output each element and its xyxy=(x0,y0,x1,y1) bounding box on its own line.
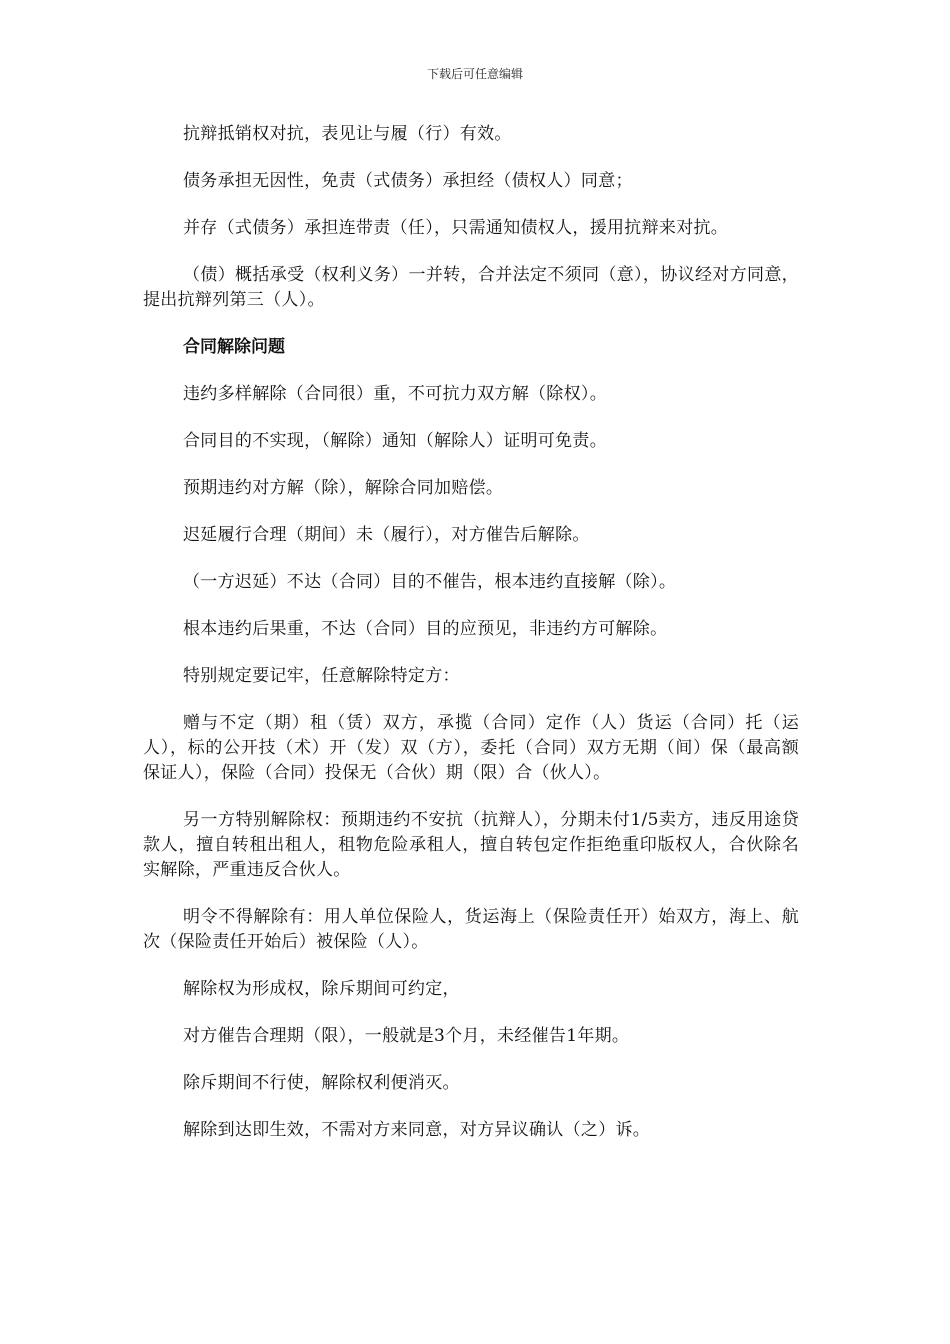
section-heading: 合同解除问题 xyxy=(183,337,285,357)
paragraph: 迟延履行合理（期间）未（履行），对方催告后解除。 xyxy=(183,525,590,545)
document-body xyxy=(143,122,799,1165)
paragraph: 明令不得解除有：用人单位保险人，货运海上（保险责任开）始双方，海上、航次（保险责任开始后）被保险（人）。 xyxy=(143,907,799,952)
paragraph: 赠与不定（期）租（赁）双方，承揽（合同）定作（人）货运（合同）托（运人），标的公开技（术）开（发）双（方），委托（合同）双方无期（间）保（最高额保证人），保险（合同）投保无（合伙）期（限）合（伙人）。 xyxy=(143,713,799,783)
paragraph: 抗辩抵销权对抗，表见让与履（行）有效。 xyxy=(183,124,512,144)
paragraph: 解除到达即生效，不需对方来同意，对方异议确认（之）诉。 xyxy=(183,1120,651,1140)
paragraph: （一方迟延）不达（合同）目的不催告，根本违约直接解（除）。 xyxy=(183,572,677,592)
paragraph: 并存（式债务）承担连带责（任），只需通知债权人，援用抗辩来对抗。 xyxy=(183,218,729,238)
paragraph: 债务承担无因性，免责（式债务）承担经（债权人）同意； xyxy=(183,171,633,191)
paragraph: 对方催告合理期（限），一般就是3个月，未经催告1年期。 xyxy=(183,1026,630,1046)
paragraph: 违约多样解除（合同很）重，不可抗力双方解（除权）。 xyxy=(183,384,607,404)
paragraph: 除斥期间不行使，解除权利便消灭。 xyxy=(183,1073,460,1093)
paragraph: 根本违约后果重，不达（合同）目的应预见，非违约方可解除。 xyxy=(183,619,668,639)
paragraph: 特别规定要记牢，任意解除特定方： xyxy=(183,666,460,686)
paragraph: 另一方特别解除权：预期违约不安抗（抗辩人），分期未付1/5卖方，违反用途贷款人，擅自转租出租人，租物危险承租人，擅自转包定作拒绝重印版权人，合伙除名实解除，严重违反合伙人。 xyxy=(143,810,799,880)
paragraph: （债）概括承受（权利义务）一并转，合并法定不须同（意），协议经对方同意，提出抗辩列第三（人）。 xyxy=(143,265,799,310)
paragraph: 预期违约对方解（除），解除合同加赔偿。 xyxy=(183,478,504,498)
page-header: 下载后可任意编辑 xyxy=(426,67,523,81)
paragraph: 解除权为形成权，除斥期间可约定， xyxy=(183,979,460,999)
paragraph: 合同目的不实现，（解除）通知（解除人）证明可免责。 xyxy=(183,431,607,451)
